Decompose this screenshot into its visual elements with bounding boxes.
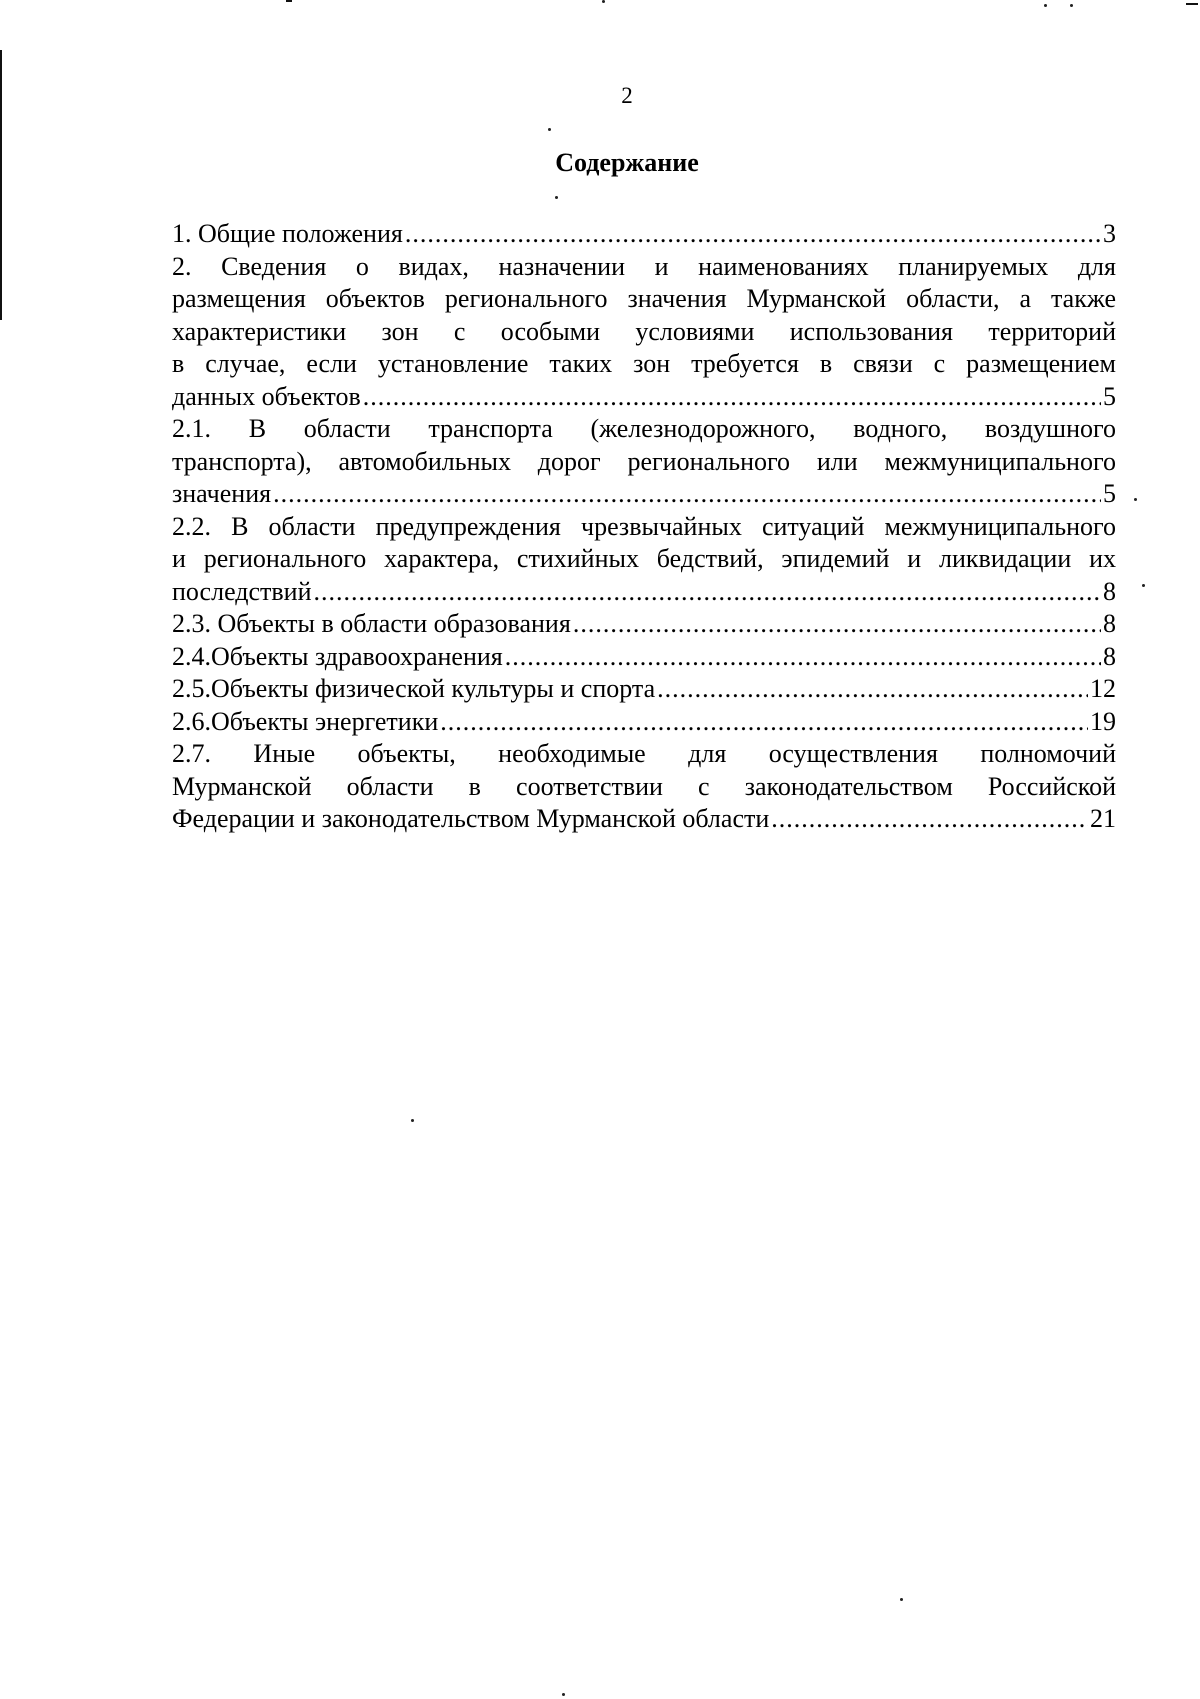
- toc-entry-page-number[interactable]: 8: [1103, 609, 1116, 638]
- toc-entry-number: 2.5.: [172, 674, 211, 703]
- scan-speck: [1134, 498, 1137, 501]
- toc-entry-title: 1. Общие положения: [172, 219, 403, 248]
- dot-leader: [314, 576, 1101, 609]
- scan-speck: [411, 1119, 414, 1122]
- toc-entry-final-line: [172, 673, 1116, 706]
- toc-entry-page-number[interactable]: 8: [1103, 641, 1116, 671]
- toc-entry-title: Федерации и законодательством Мурманской области: [172, 804, 770, 833]
- toc-entry[interactable]: [172, 511, 1116, 609]
- toc-entry-number: 2.6.: [172, 706, 211, 736]
- scan-speck: [1044, 4, 1047, 7]
- toc-entry-final-line: [172, 218, 1116, 251]
- toc-entry-final-line: [172, 608, 1116, 641]
- toc-entry-page-number[interactable]: 5: [1103, 381, 1116, 411]
- toc-entry-page-number[interactable]: 21: [1090, 804, 1116, 833]
- scan-edge-mark: [1186, 3, 1198, 5]
- toc-entry-page-number[interactable]: 12: [1090, 674, 1116, 703]
- dot-leader: [273, 478, 1101, 511]
- toc-entry-line: в случае, если установление таких зон требуется в связи с размещением: [172, 349, 1116, 378]
- toc-entry[interactable]: [172, 251, 1116, 414]
- toc-entry-title: данных объектов: [172, 381, 361, 411]
- toc-entry-line: и регионального характера, стихийных бедствий, эпидемий и ликвидации их: [172, 544, 1116, 573]
- toc-entry[interactable]: [172, 673, 1116, 706]
- toc-entry-page-number[interactable]: 5: [1103, 479, 1116, 508]
- scan-speck: [900, 1598, 903, 1601]
- toc-entry-page-number[interactable]: 3: [1103, 219, 1116, 248]
- scan-speck: [602, 0, 605, 3]
- toc-entry-title: 2.3. Объекты в области образования: [172, 609, 571, 638]
- toc-entry-final-line: [172, 576, 1116, 609]
- toc-entry-line: 2.2. В области предупреждения чрезвычайных ситуаций межмуниципального: [172, 511, 1116, 541]
- toc-entry[interactable]: [172, 608, 1116, 641]
- toc-entry-final-line: [172, 478, 1116, 511]
- dot-leader: [771, 803, 1088, 836]
- toc-entry-line: характеристики зон с особыми условиями использования территорий: [172, 316, 1116, 346]
- table-of-contents: [172, 218, 1116, 836]
- scan-speck: [548, 128, 551, 131]
- toc-entry[interactable]: [172, 641, 1116, 674]
- page-number: 2: [621, 83, 633, 108]
- toc-entry-page-number[interactable]: 19: [1090, 706, 1116, 736]
- toc-entry[interactable]: [172, 738, 1116, 836]
- dot-leader: [405, 218, 1101, 251]
- dot-leader: [505, 641, 1101, 674]
- toc-entry-page-number[interactable]: 8: [1103, 576, 1116, 606]
- dot-leader: [573, 608, 1101, 641]
- toc-entry-final-line: [172, 803, 1116, 836]
- scan-speck: [1070, 4, 1073, 7]
- toc-entry[interactable]: [172, 413, 1116, 511]
- scan-edge-mark: [286, 0, 292, 2]
- toc-entry[interactable]: [172, 706, 1116, 739]
- toc-entry-line: 2.7. Иные объекты, необходимые для осуществления полномочий: [172, 739, 1116, 768]
- toc-entry-line: 2. Сведения о видах, назначении и наименованиях планируемых для: [172, 251, 1116, 281]
- toc-entry-line: размещения объектов регионального значения Мурманской области, а также: [172, 284, 1116, 313]
- toc-entry-line: транспорта), автомобильных дорог регионального или межмуниципального: [172, 446, 1116, 476]
- toc-entry-final-line: [172, 641, 1116, 674]
- scan-speck: [562, 1693, 565, 1696]
- scan-speck: [1142, 584, 1145, 587]
- page-title: Содержание: [555, 148, 699, 177]
- toc-entry-line: 2.1. В области транспорта (железнодорожного, водного, воздушного: [172, 414, 1116, 443]
- toc-entry-final-line: [172, 381, 1116, 414]
- toc-entry-title: последствий: [172, 576, 312, 606]
- scan-speck: [555, 196, 558, 199]
- dot-leader: [363, 381, 1101, 414]
- toc-entry-title: Объекты энергетики: [211, 706, 439, 736]
- toc-entry[interactable]: [172, 218, 1116, 251]
- toc-entry-number: 2.4.: [172, 641, 211, 671]
- dot-leader: [657, 673, 1088, 706]
- toc-entry-title: Объекты физической культуры и спорта: [211, 674, 656, 703]
- toc-entry-final-line: [172, 706, 1116, 739]
- dot-leader: [440, 706, 1088, 739]
- toc-entry-title: Объекты здравоохранения: [211, 641, 503, 671]
- toc-entry-title: значения: [172, 479, 272, 508]
- toc-entry-line: Мурманской области в соответствии с законодательством Российской: [172, 771, 1116, 801]
